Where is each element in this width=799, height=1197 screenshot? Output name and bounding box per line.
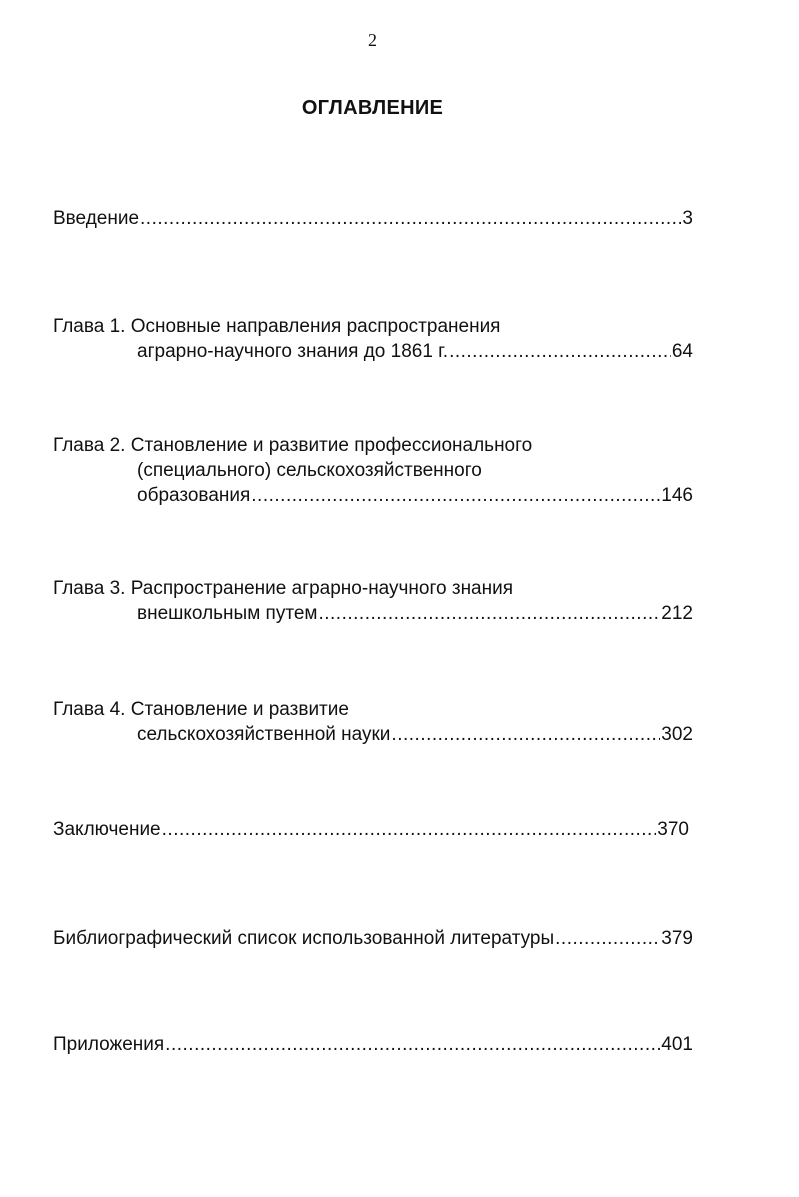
- toc-entry-title: Глава 2. Становление и развитие профессионального: [53, 435, 533, 456]
- page-title: ОГЛАВЛЕНИЕ: [301, 97, 444, 119]
- toc-entry-appendices[interactable]: [53, 1032, 693, 1057]
- dot-leader: [555, 926, 660, 951]
- toc-page-number: 3: [682, 208, 693, 229]
- toc-entry-title: Заключение: [53, 819, 161, 840]
- toc-entry-title: Глава 1. Основные направления распространения: [53, 316, 501, 337]
- toc-entry-bibliography[interactable]: [53, 926, 693, 951]
- toc-entry-title-continuation: внешкольным путем: [137, 603, 318, 624]
- toc-page-number: 370: [657, 819, 689, 840]
- dot-leader: [162, 817, 657, 842]
- toc-page-number: 401: [661, 1034, 693, 1055]
- toc-entry-title: Библиографический список использованной литературы: [53, 928, 555, 949]
- dot-leader: [449, 339, 671, 364]
- toc-page-number: 64: [671, 341, 693, 362]
- toc-entry-title: Приложения: [53, 1034, 165, 1055]
- dot-leader: [318, 601, 660, 626]
- toc-entry-title-continuation: аграрно-научного знания до 1861 г.: [137, 341, 449, 362]
- toc-page-number: 212: [661, 603, 693, 624]
- toc-entry-chapter-3[interactable]: [53, 576, 693, 626]
- toc-entry-chapter-2[interactable]: [53, 433, 693, 508]
- dot-leader: [165, 1032, 660, 1057]
- toc-page-number: 146: [661, 485, 693, 506]
- toc-entry-title: Глава 4. Становление и развитие: [53, 699, 349, 720]
- toc-entry-title: Глава 3. Распространение аграрно-научного знания: [53, 578, 514, 599]
- dot-leader: [140, 206, 681, 231]
- dot-leader: [391, 722, 660, 747]
- toc-page-number: 302: [661, 724, 693, 745]
- toc-entry-title-continuation: образования: [137, 485, 251, 506]
- dot-leader: [251, 483, 660, 508]
- page-number: 2: [368, 30, 377, 50]
- toc-page-number: 379: [661, 928, 693, 949]
- toc-entry-introduction[interactable]: [53, 206, 693, 231]
- toc-entry-chapter-4[interactable]: [53, 697, 693, 747]
- toc-entry-conclusion[interactable]: [53, 817, 689, 842]
- toc-entry-chapter-1[interactable]: [53, 314, 693, 364]
- toc-entry-title-continuation: сельскохозяйственной науки: [137, 724, 391, 745]
- toc-entry-title-continuation: (специального) сельскохозяйственного: [137, 460, 482, 481]
- toc-entry-title: Введение: [53, 208, 140, 229]
